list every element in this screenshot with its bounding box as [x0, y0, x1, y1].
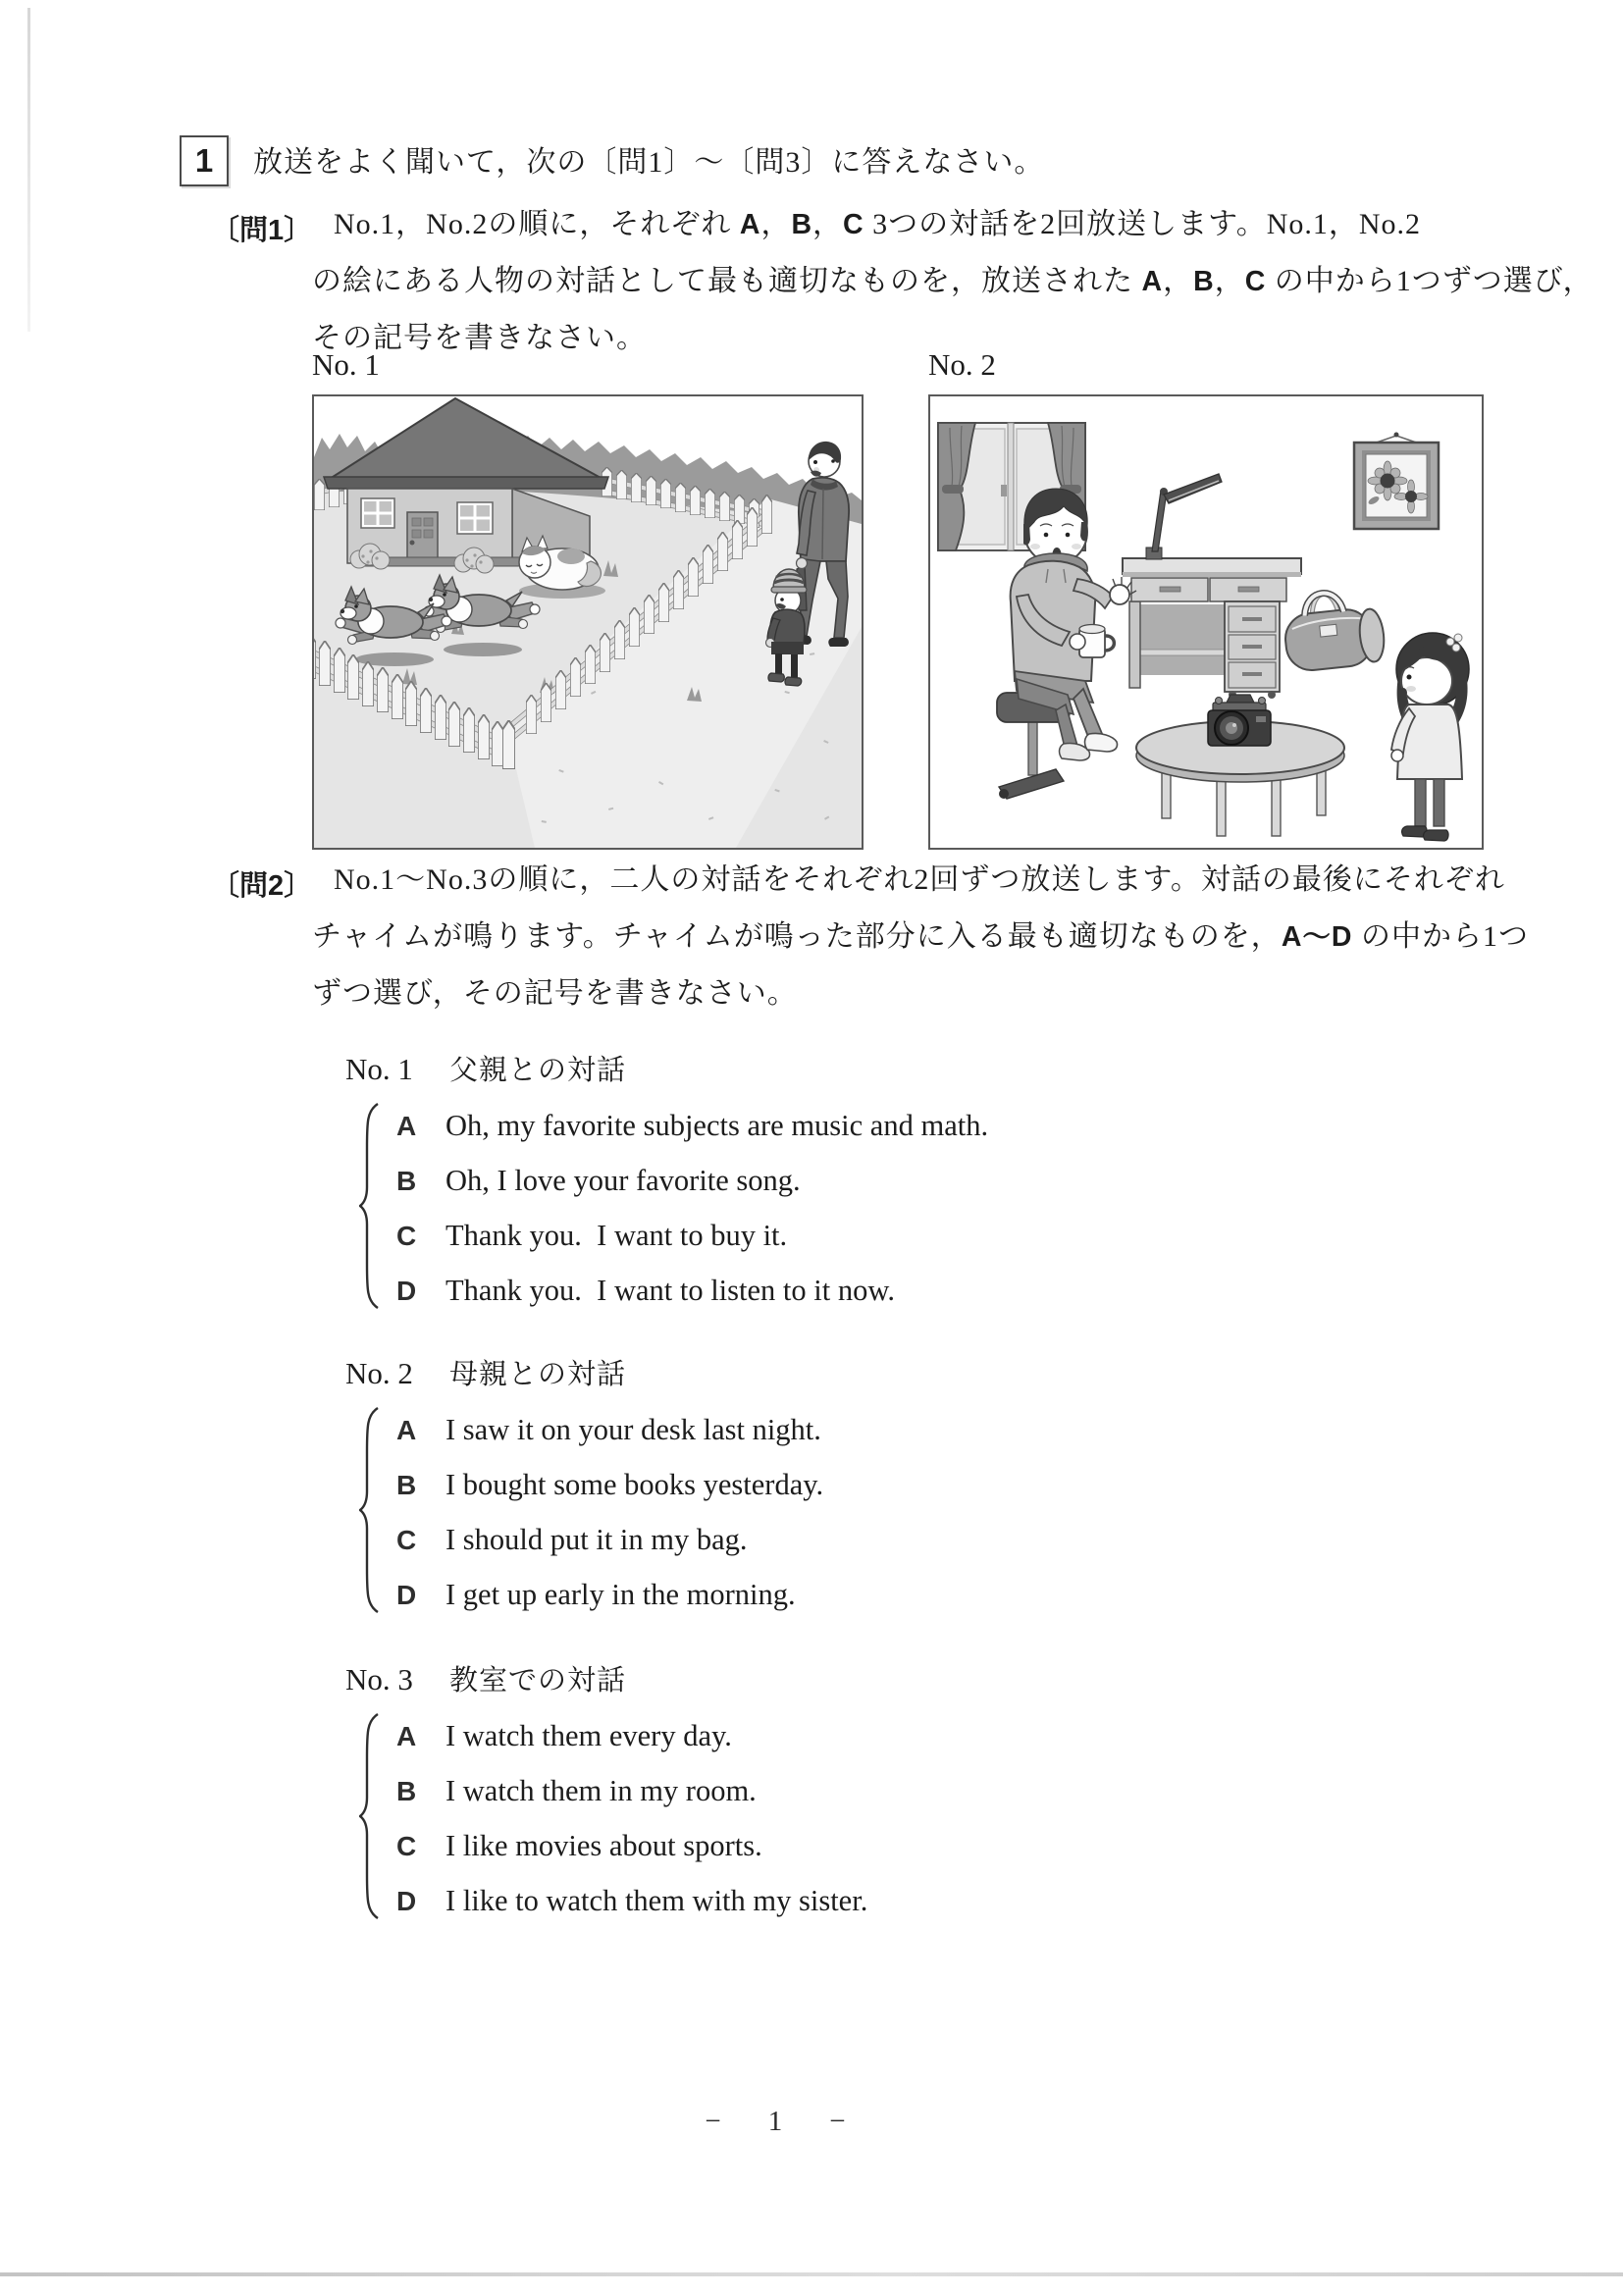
option-letter: D: [396, 1886, 417, 1916]
mon2-line1: No.1～No.3の順に，二人の対話をそれぞれ2回ずつ放送します。対話の最後にそれぞれ: [334, 863, 1505, 896]
page-footer: [0, 2106, 1550, 2138]
house-window-left: [361, 498, 394, 528]
option-text: I bought some books yesterday.: [445, 1468, 824, 1501]
group2-heading: [345, 1352, 626, 1392]
group1-heading: [345, 1048, 626, 1088]
option-row: [396, 1578, 796, 1612]
mon1-line2: の絵にある人物の対話として最も適切なものを，放送された A，B，C の中から1つずつ選び，: [312, 265, 1594, 297]
page-number: 1: [767, 2106, 783, 2137]
option-letter: D: [396, 1580, 417, 1610]
option-text: I watch them every day.: [445, 1719, 732, 1752]
mon1-label: 〔問1〕: [211, 215, 313, 246]
option-text: I watch them in my room.: [445, 1774, 757, 1807]
group3-topic: 教室での対話: [449, 1665, 627, 1696]
group2-number: No. 2: [345, 1356, 413, 1390]
group3-number: No. 3: [345, 1662, 413, 1696]
figure2-label: No. 2: [928, 347, 996, 382]
option-row: [396, 1164, 801, 1198]
footer-dash-left: −: [705, 2106, 721, 2137]
option-row: [396, 1219, 787, 1253]
option-letter: C: [396, 1831, 417, 1861]
figure-no1-yard-scene: [312, 394, 864, 850]
option-row: [396, 1468, 823, 1502]
option-text: Thank you. I want to listen to it now.: [445, 1274, 896, 1307]
option-letter: A: [396, 1111, 417, 1141]
house-door: [407, 512, 438, 561]
option-text: I like movies about sports.: [445, 1829, 762, 1862]
group1-topic: 父親との対話: [449, 1055, 627, 1086]
option-letter: A: [396, 1415, 417, 1445]
sunflower-picture: [1354, 433, 1439, 530]
question-number: 1: [194, 142, 214, 179]
group2-options-brace: [359, 1405, 381, 1615]
option-row: [396, 1774, 757, 1808]
option-letter: D: [396, 1276, 417, 1306]
option-row: [396, 1274, 895, 1308]
footer-dash-right: −: [829, 2106, 846, 2137]
option-text: I saw it on your desk last night.: [445, 1413, 821, 1446]
mon2-line3: ずつ選び，その記号を書きなさい。: [312, 977, 798, 1010]
camera: [1208, 695, 1271, 746]
option-text: Oh, my favorite subjects are music and math.: [445, 1109, 989, 1142]
mon1-line3: その記号を書きなさい。: [312, 322, 647, 354]
figure-no2-room-scene: [928, 394, 1484, 850]
desk-drawer-cabinet: [1225, 601, 1280, 699]
scan-artifact-bottom: [0, 2272, 1623, 2276]
option-text: I get up early in the morning.: [445, 1578, 796, 1611]
option-letter: C: [396, 1525, 417, 1555]
group1-number: No. 1: [345, 1052, 413, 1086]
figure1-label: No. 1: [312, 347, 380, 382]
option-letter: A: [396, 1721, 417, 1751]
option-row: [396, 1719, 732, 1753]
group3-heading: [345, 1658, 626, 1698]
option-letter: B: [396, 1470, 417, 1500]
option-row: [396, 1413, 821, 1447]
main-instruction: 放送をよく聞いて，次の〔問1〕～〔問3〕に答えなさい。: [253, 146, 1045, 179]
mon1-line1: No.1，No.2の順に，それぞれ A，B，C 3つの対話を2回放送します。No.1，No.2: [334, 208, 1422, 240]
mon2-label: 〔問2〕: [211, 870, 313, 902]
option-letter: B: [396, 1776, 417, 1806]
option-row: [396, 1829, 762, 1863]
option-row: [396, 1884, 867, 1918]
house-window-right: [457, 502, 493, 534]
group1-options-brace: [359, 1101, 381, 1311]
option-text: I like to watch them with my sister.: [445, 1884, 868, 1917]
option-letter: B: [396, 1166, 417, 1196]
option-letter: C: [396, 1221, 417, 1251]
group2-topic: 母親との対話: [449, 1359, 627, 1390]
group3-options-brace: [359, 1711, 381, 1921]
option-text: Thank you. I want to buy it.: [445, 1219, 788, 1252]
option-row: [396, 1523, 748, 1557]
mon2-line2: チャイムが鳴ります。チャイムが鳴った部分に入る最も適切なものを，A～D の中から1つ: [312, 920, 1529, 953]
option-text: Oh, I love your favorite song.: [445, 1164, 801, 1197]
option-text: I should put it in my bag.: [445, 1523, 748, 1556]
question-number-box: [180, 135, 229, 186]
scan-artifact-left: [27, 8, 30, 332]
option-row: [396, 1109, 988, 1143]
